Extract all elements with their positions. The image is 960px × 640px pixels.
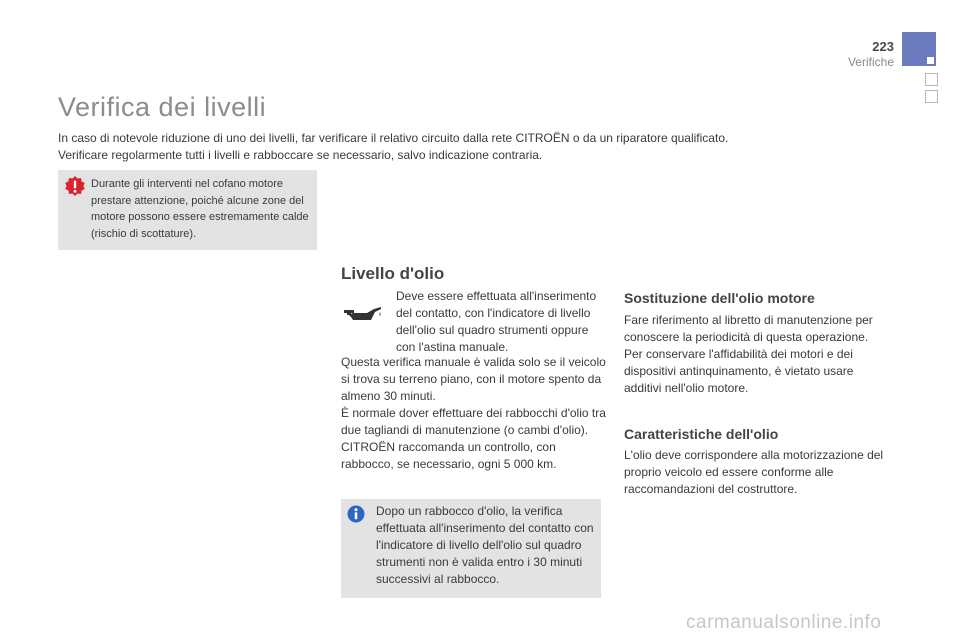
- oil-level-paragraph: Questa verifica manuale è valida solo se il veicolo si trova su terreno piano, con il motore spento da almeno 30 minuti.: [341, 355, 606, 403]
- oil-change-heading: Sostituzione dell'olio motore: [624, 290, 815, 306]
- watermark: carmanualsonline.info: [686, 612, 882, 633]
- oil-can-icon: [343, 304, 383, 326]
- section-tab[interactable]: [925, 90, 938, 103]
- warning-text: Durante gli interventi nel cofano motore prestare attenzione, poiché alcune zone del motore possono essere estremamente calde (rischio di scottature).: [91, 178, 309, 240]
- oil-specs-heading: Caratteristiche dell'olio: [624, 426, 779, 442]
- info-text: Dopo un rabbocco d'olio, la verifica effettuata all'inserimento del contatto con l'indicatore di livello dell'olio sul quadro strumenti non è valida entro i 30 minuti successivi al rabbocco.: [376, 504, 594, 586]
- intro-text: [58, 130, 778, 164]
- oil-change-text: Fare riferimento al libretto di manutenzione per conoscere la periodicità di questa operazione. Per conservare l'affidabilità dei motori e dei dispositivi antinquinamento, è vietato usare additivi nell'olio motore.: [624, 313, 873, 395]
- page-title: Verifica dei livelli: [58, 92, 267, 122]
- info-icon: [347, 505, 365, 523]
- warning-icon: [64, 175, 86, 197]
- intro-line: Verificare regolarmente tutti i livelli e rabboccare se necessario, salvo indicazione contraria.: [58, 148, 543, 162]
- oil-specs-text: L'olio deve corrispondere alla motorizzazione del proprio veicolo ed essere conforme alle raccomandazioni del costruttore.: [624, 448, 884, 496]
- oil-level-heading: Livello d'olio: [341, 264, 445, 283]
- oil-level-body: [341, 354, 606, 473]
- section-tab[interactable]: [925, 73, 938, 86]
- page-number: 223: [872, 39, 894, 54]
- oil-level-paragraph: È normale dover effettuare dei rabbocchi d'olio tra due tagliandi di manutenzione (o cambi d'olio). CITROËN raccomanda un controllo, con rabbocco, se necessario, ogni 5 000 km.: [341, 406, 606, 471]
- section-tab-active[interactable]: [902, 32, 936, 66]
- oil-level-intro: Deve essere effettuata all'inserimento del contatto, con l'indicatore di livello dell'olio sul quadro strumenti oppure con l'astina manuale.: [396, 289, 597, 354]
- intro-line: In caso di notevole riduzione di uno dei livelli, far verificare il relativo circuito dalla rete CITROËN o da un riparatore qualificato.: [58, 131, 729, 145]
- section-label: Verifiche: [847, 55, 894, 69]
